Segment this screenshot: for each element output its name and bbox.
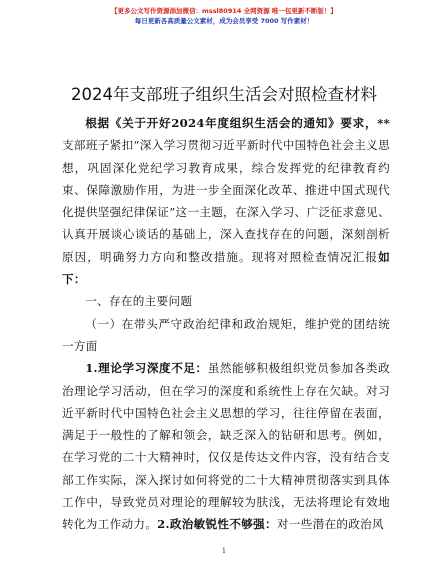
intro-lead-year: 2024 <box>171 116 205 130</box>
promo-banner-line-1: 【更多公文写作资源添加微信：mssl80914 全网资源 唯一包更新不断版！】 <box>111 7 337 15</box>
promo-banner-line-2: 每日更新各高质量公文素材，成为会员享受 7000 写作素材！ <box>134 17 314 25</box>
intro-body: 支部班子紧扣“深入学习贯彻习近平新时代中国特色社会主义思想，巩固深化党纪学习教育成果，综合发挥党的纪律教育约束、保障激励作用，为进一步全面深化改革、推进中国式现代化提供坚强纪律保证”这一主题，在深入学习、广泛征求意见、认真开展谈心谈话的基础上，深入查找存在的问题，深刻剖析原因，明确努力方向和整改措施。现将对照检查情况汇报 <box>62 138 390 264</box>
section-heading: 一、存在的主要问题 <box>85 294 193 309</box>
item-1-body: 虽然能够积极组织党员参加各类政治理论学习活动，但在学习的深度和系统性上存在欠缺。对习近平新时代中国特色社会主义思想的学习，往往停留在表面，满足于一般性的了解和领会，缺乏深入的钻研和思考。例如，在学习党的二十大精神时，仅仅是传达文件内容，没有结合支部工作实际，深入探讨如何将党的二十大精神贯彻落实到具体工作中，导致党员对理论的理解较为肤浅，无法将理论有效地转化为工作动力。 <box>62 361 390 532</box>
intro-lead: 根据《关于开好 <box>85 116 172 130</box>
intro-end: 如下： <box>62 249 390 287</box>
item-1-label: 1.理论学习深度不足： <box>85 361 208 376</box>
intro-marker: ** <box>377 116 391 130</box>
item-2-label: 2.政治敏锐性不够强： <box>157 517 277 532</box>
promo-banner <box>0 6 448 26</box>
page-number: 1 <box>221 547 227 555</box>
document-body <box>62 112 390 536</box>
intro-paragraph <box>62 112 390 290</box>
intro-lead-rest: 年度组织生活会的通知》要求， <box>204 116 378 130</box>
document-title: 2024年支部班子组织生活会对照检查材料 <box>71 85 377 104</box>
item-2-body: 对一些潜在的政治风 <box>276 517 384 532</box>
subsection-heading: （一）在带头严守政治纪律和政治规矩，维护党的团结统一方面 <box>62 316 390 353</box>
item-paragraph <box>62 357 390 535</box>
